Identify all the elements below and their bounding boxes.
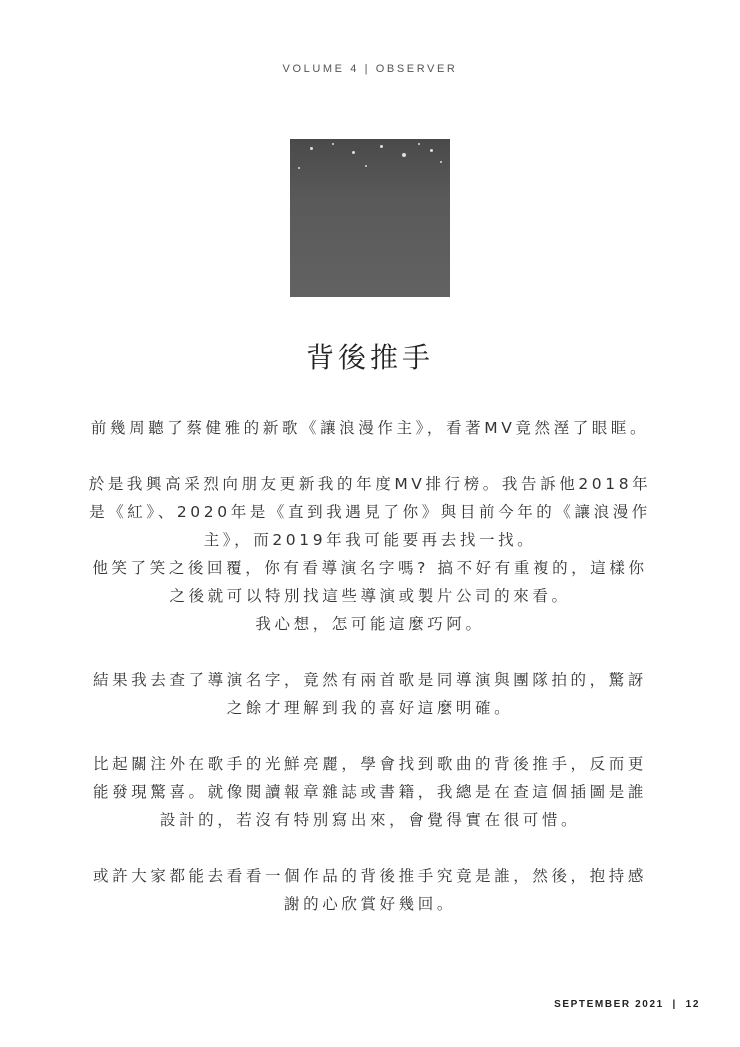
text-line: 設計的，若沒有特別寫出來，會覺得實在很可惜。 <box>159 811 581 829</box>
page-footer: SEPTEMBER 2021 | 12 <box>554 999 700 1010</box>
article-body <box>80 414 660 918</box>
text-line: 我心想，怎可能這麼巧阿。 <box>255 615 485 633</box>
text-line: 前幾周聽了蔡健雅的新歌《讓浪漫作主》，看著MV竟然溼了眼眶。 <box>90 419 650 437</box>
text-line: 結果我去查了導演名字，竟然有兩首歌是同導演與團隊拍的，驚訝 <box>93 671 647 689</box>
article-photo <box>290 139 450 297</box>
text-line: 比起關注外在歌手的光鮮亮麗，學會找到歌曲的背後推手，反而更 <box>93 755 647 773</box>
text-line: 是《紅》、2020年是《直到我遇見了你》與目前今年的《讓浪漫作 <box>89 503 651 521</box>
paragraph <box>80 750 660 834</box>
text-line: 之餘才理解到我的喜好這麼明確。 <box>226 699 514 717</box>
paragraph <box>80 470 660 638</box>
article-title: 背後推手 <box>305 341 434 374</box>
text-line: 他笑了笑之後回覆，你有看導演名字嗎? 搞不好有重複的，這樣你 <box>92 559 648 577</box>
paragraph <box>80 666 660 722</box>
text-line: 能發現驚喜。就像閱讀報章雜誌或書籍，我總是在查這個插圖是誰 <box>93 783 647 801</box>
text-line: 謝的心欣賞好幾回。 <box>284 895 456 913</box>
text-line: 之後就可以特別找這些導演或製片公司的來看。 <box>169 587 571 605</box>
text-line: 於是我興高采烈向朋友更新我的年度MV排行榜。我告訴他2018年 <box>88 475 652 493</box>
paragraph <box>80 414 660 442</box>
text-line: 或許大家都能去看看一個作品的背後推手究竟是誰，然後，抱持感 <box>93 867 647 885</box>
paragraph <box>80 862 660 918</box>
text-line: 主》，而2019年我可能要再去找一找。 <box>203 531 537 549</box>
running-header: VOLUME 4 | OBSERVER <box>282 63 458 75</box>
